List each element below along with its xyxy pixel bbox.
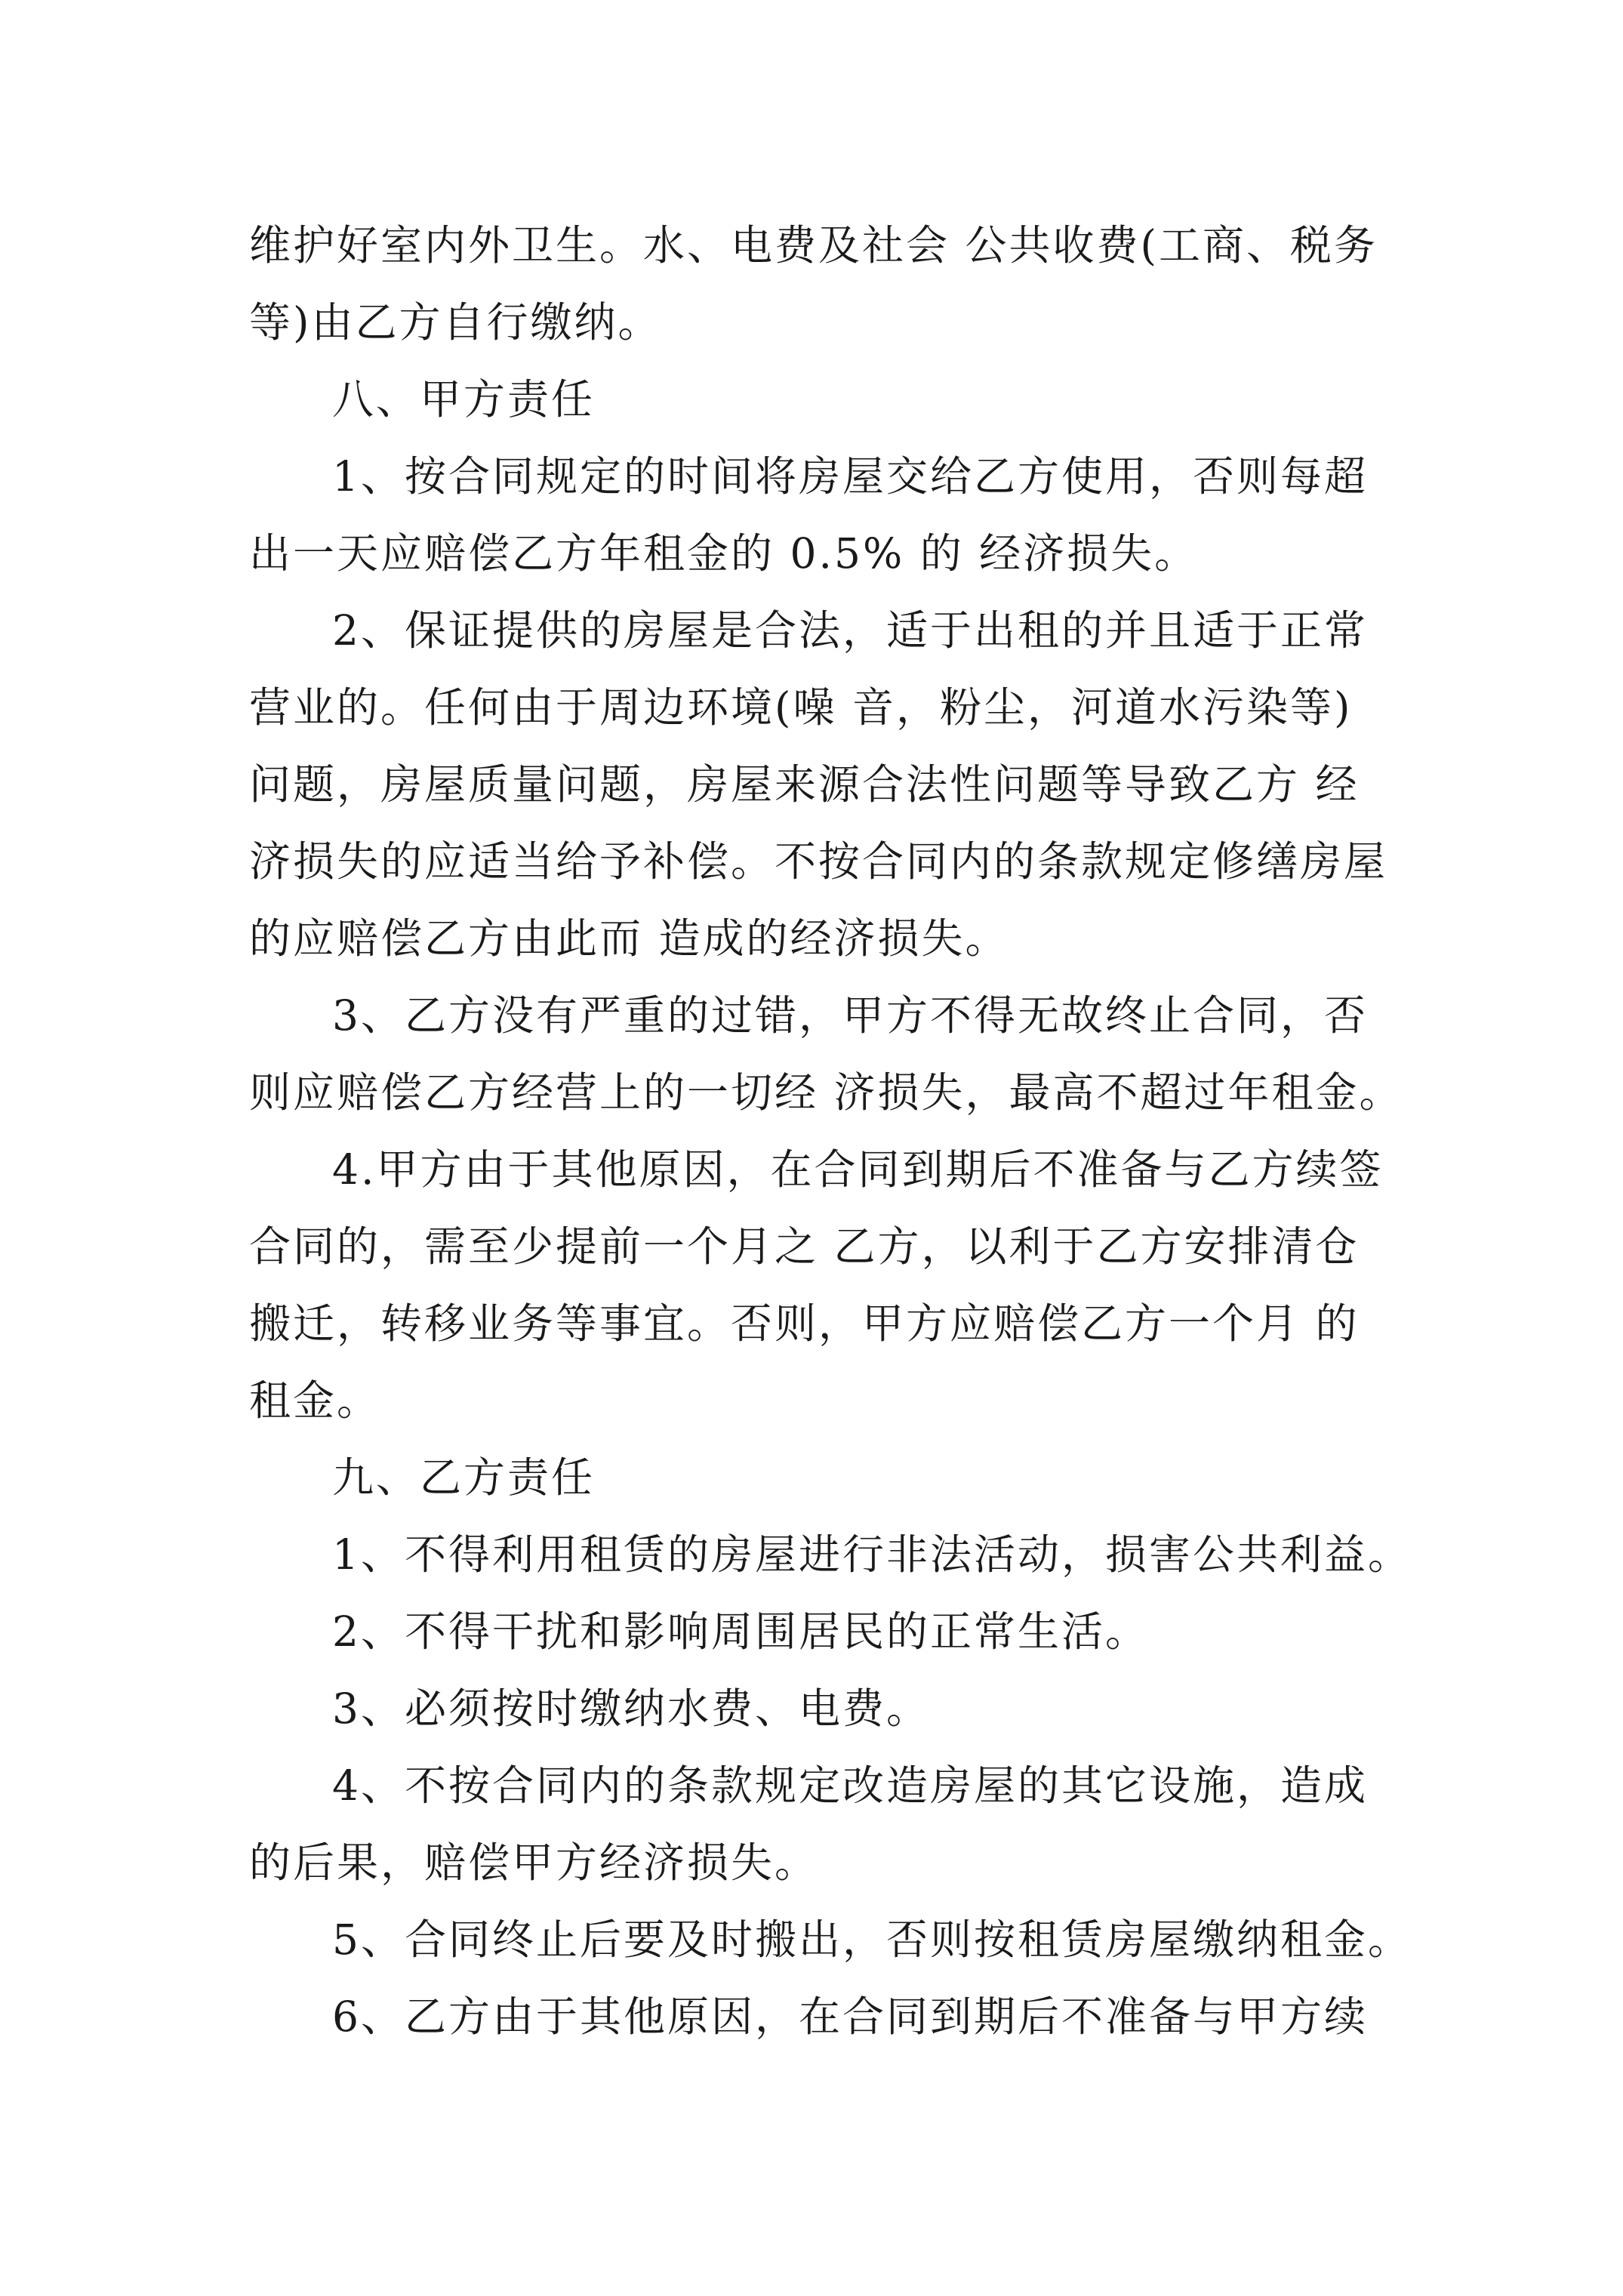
text-line: 营业的。任何由于周边环境(噪 音，粉尘，河道水污染等)	[249, 683, 1353, 732]
text-line: 4、不按合同内的条款规定改造房屋的其它设施，造成	[332, 1761, 1368, 1810]
text-line: 的后果，赔偿甲方经济损失。	[249, 1838, 819, 1887]
text-line: 合同的，需至少提前一个月之 乙方，以利于乙方安排清仓	[249, 1222, 1360, 1271]
text-line: 维护好室内外卫生。水、电费及社会 公共收费(工商、税务	[249, 221, 1378, 270]
text-line: 的应赔偿乙方由此而 造成的经济损失。	[249, 914, 1009, 963]
text-line: 济损失的应适当给予补偿。不按合同内的条款规定修缮房屋	[249, 837, 1388, 886]
text-line: 搬迁，转移业务等事宜。否则，甲方应赔偿乙方一个月 的	[249, 1299, 1360, 1348]
text-line: 2、不得干扰和影响周围居民的正常生活。	[332, 1607, 1149, 1656]
text-line: 租金。	[249, 1376, 381, 1425]
text-line: 3、必须按时缴纳水费、电费。	[332, 1684, 930, 1733]
text-line: 1、按合同规定的时间将房屋交给乙方使用，否则每超	[332, 452, 1368, 501]
text-line: 5、合同终止后要及时搬出，否则按租赁房屋缴纳租金。	[332, 1915, 1412, 1964]
text-line: 问题，房屋质量问题，房屋来源合法性问题等导致乙方 经	[249, 760, 1360, 809]
section-heading: 九、乙方责任	[332, 1453, 596, 1502]
text-line: 2、保证提供的房屋是合法，适于出租的并且适于正常	[332, 606, 1368, 655]
text-line: 1、不得利用租赁的房屋进行非法活动，损害公共利益。	[332, 1530, 1412, 1579]
text-line: 出一天应赔偿乙方年租金的 0.5% 的 经济损失。	[249, 529, 1199, 578]
text-line: 4.甲方由于其他原因，在合同到期后不准备与乙方续签	[332, 1145, 1384, 1194]
text-line: 等)由乙方自行缴纳。	[249, 298, 662, 347]
text-line: 则应赔偿乙方经营上的一切经 济损失，最高不超过年租金。	[249, 1068, 1403, 1117]
section-heading: 八、甲方责任	[332, 375, 596, 424]
text-line: 3、乙方没有严重的过错，甲方不得无故终止合同，否	[332, 991, 1368, 1040]
text-line: 6、乙方由于其他原因，在合同到期后不准备与甲方续	[332, 1992, 1368, 2041]
